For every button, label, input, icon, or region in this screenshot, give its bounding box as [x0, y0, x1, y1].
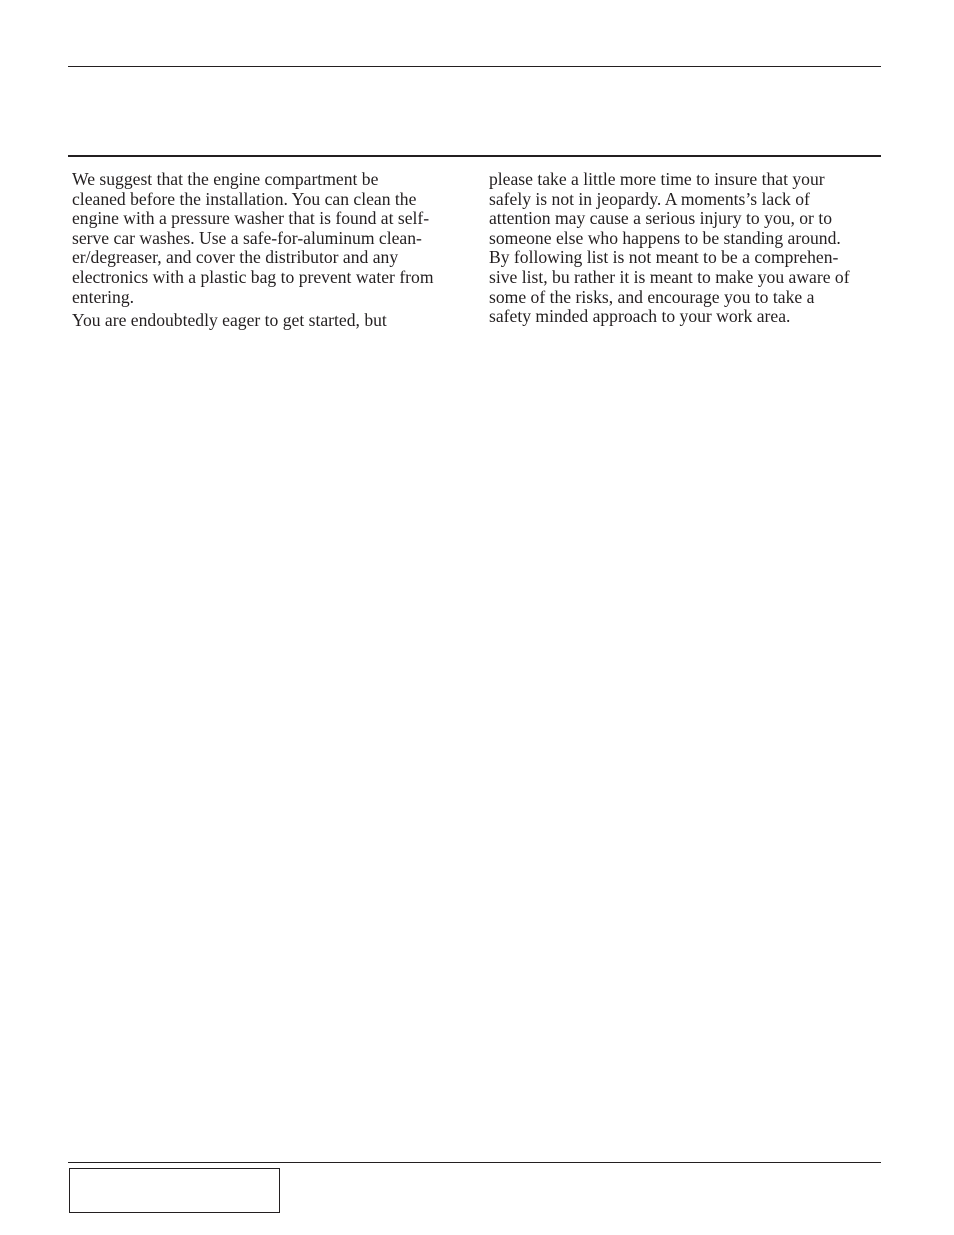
text-line: We suggest that the engine compartment be — [72, 169, 379, 189]
text-line: electronics with a plastic bag to prevent water from — [72, 266, 434, 287]
text-line: sive list, bu rather it is meant to make you aware of — [489, 266, 850, 287]
text-line: engine with a pressure washer that is found at self- — [72, 208, 430, 229]
text-line: serve car washes. Use a safe-for-aluminum clean- — [72, 227, 422, 248]
text-line: er/degreaser, and cover the distributor and any — [72, 247, 399, 268]
text-line: please take a little more time to insure that your — [489, 169, 825, 189]
footer-rule — [68, 1162, 881, 1163]
section-rule — [68, 155, 881, 157]
text-line: someone else who happens to be standing around. — [489, 227, 841, 248]
paragraph-safety-continued — [489, 170, 881, 327]
text-line: safely is not in jeopardy. A moments’s lack of — [489, 188, 810, 209]
text-line: some of the risks, and encourage you to take a — [489, 286, 815, 307]
text-line: attention may cause a serious injury to you, or to — [489, 208, 833, 229]
paragraph-safety-intro — [72, 311, 464, 331]
text-line: cleaned before the installation. You can clean the — [72, 188, 417, 209]
paragraph-engine-cleaning — [72, 170, 464, 307]
right-column — [489, 170, 881, 327]
text-line: You are endoubtedly eager to get started, but — [72, 310, 387, 331]
text-line: safety minded approach to your work area. — [489, 306, 791, 327]
header-rule — [68, 66, 881, 67]
text-line: By following list is not meant to be a comprehen- — [489, 247, 839, 268]
left-column — [72, 170, 464, 331]
text-line: entering. — [72, 286, 135, 307]
footer-box — [69, 1168, 280, 1213]
